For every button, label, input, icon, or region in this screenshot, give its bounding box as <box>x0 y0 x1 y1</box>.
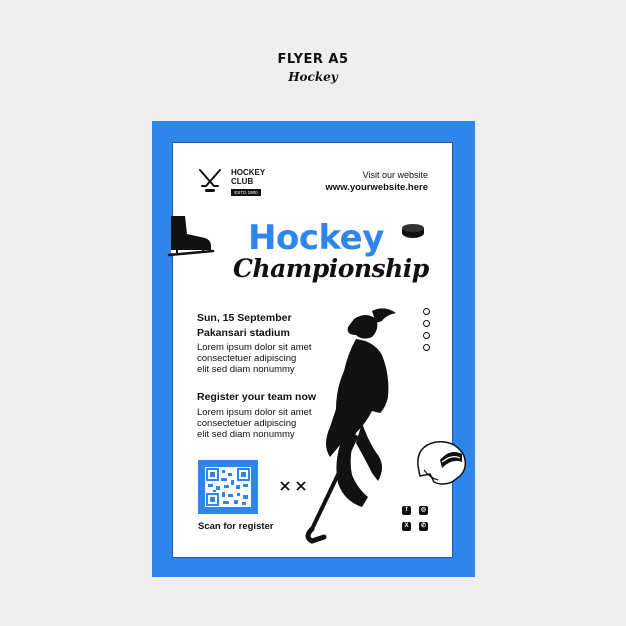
decor-dot <box>423 344 430 351</box>
event-date: Sun, 15 September <box>197 312 292 324</box>
decor-dot <box>423 308 430 315</box>
flyer-subtitle: Championship <box>233 254 429 283</box>
x-icon[interactable]: X <box>402 522 411 531</box>
visit-label: Visit our website <box>362 170 428 180</box>
header-subtitle: Hockey <box>288 70 338 84</box>
website-link[interactable]: www.yourwebsite.here <box>325 182 428 193</box>
event-body-line: consectetuer adipiscing <box>197 353 297 364</box>
club-line1: HOCKEY <box>231 168 266 177</box>
cross-marks-icon <box>279 480 309 492</box>
decor-dot <box>423 332 430 339</box>
club-line2: CLUB <box>231 177 254 186</box>
hockey-helmet-icon <box>412 436 470 490</box>
hockey-sticks-icon <box>196 168 224 194</box>
instagram-icon[interactable]: ◎ <box>420 507 427 513</box>
club-estd-badge: ESTD 1900 <box>231 189 261 196</box>
hockey-player-silhouette <box>300 305 410 545</box>
hockey-puck-icon <box>400 222 426 240</box>
scan-label: Scan for register <box>198 521 274 532</box>
register-body-line: consectetuer adipiscing <box>197 418 297 429</box>
register-body-line: elit sed diam nonummy <box>197 429 295 440</box>
flyer-title: Hockey <box>248 218 384 258</box>
event-venue: Pakansari stadium <box>197 327 290 339</box>
register-body-line: Lorem ipsum dolor sit amet <box>197 407 312 418</box>
register-description <box>197 407 312 440</box>
whatsapp-icon[interactable]: ✆ <box>420 523 427 529</box>
ice-skate-icon <box>165 212 217 260</box>
club-name <box>231 168 265 186</box>
header-title: FLYER A5 <box>277 52 349 67</box>
qr-code-pattern <box>205 467 251 507</box>
qr-code[interactable] <box>198 460 258 514</box>
event-body-line: Lorem ipsum dolor sit amet <box>197 342 312 353</box>
facebook-icon[interactable]: f <box>402 506 411 515</box>
event-body-line: elit sed diam nonummy <box>197 364 295 375</box>
decor-dot <box>423 320 430 327</box>
register-heading: Register your team now <box>197 391 317 403</box>
event-description <box>197 342 312 375</box>
